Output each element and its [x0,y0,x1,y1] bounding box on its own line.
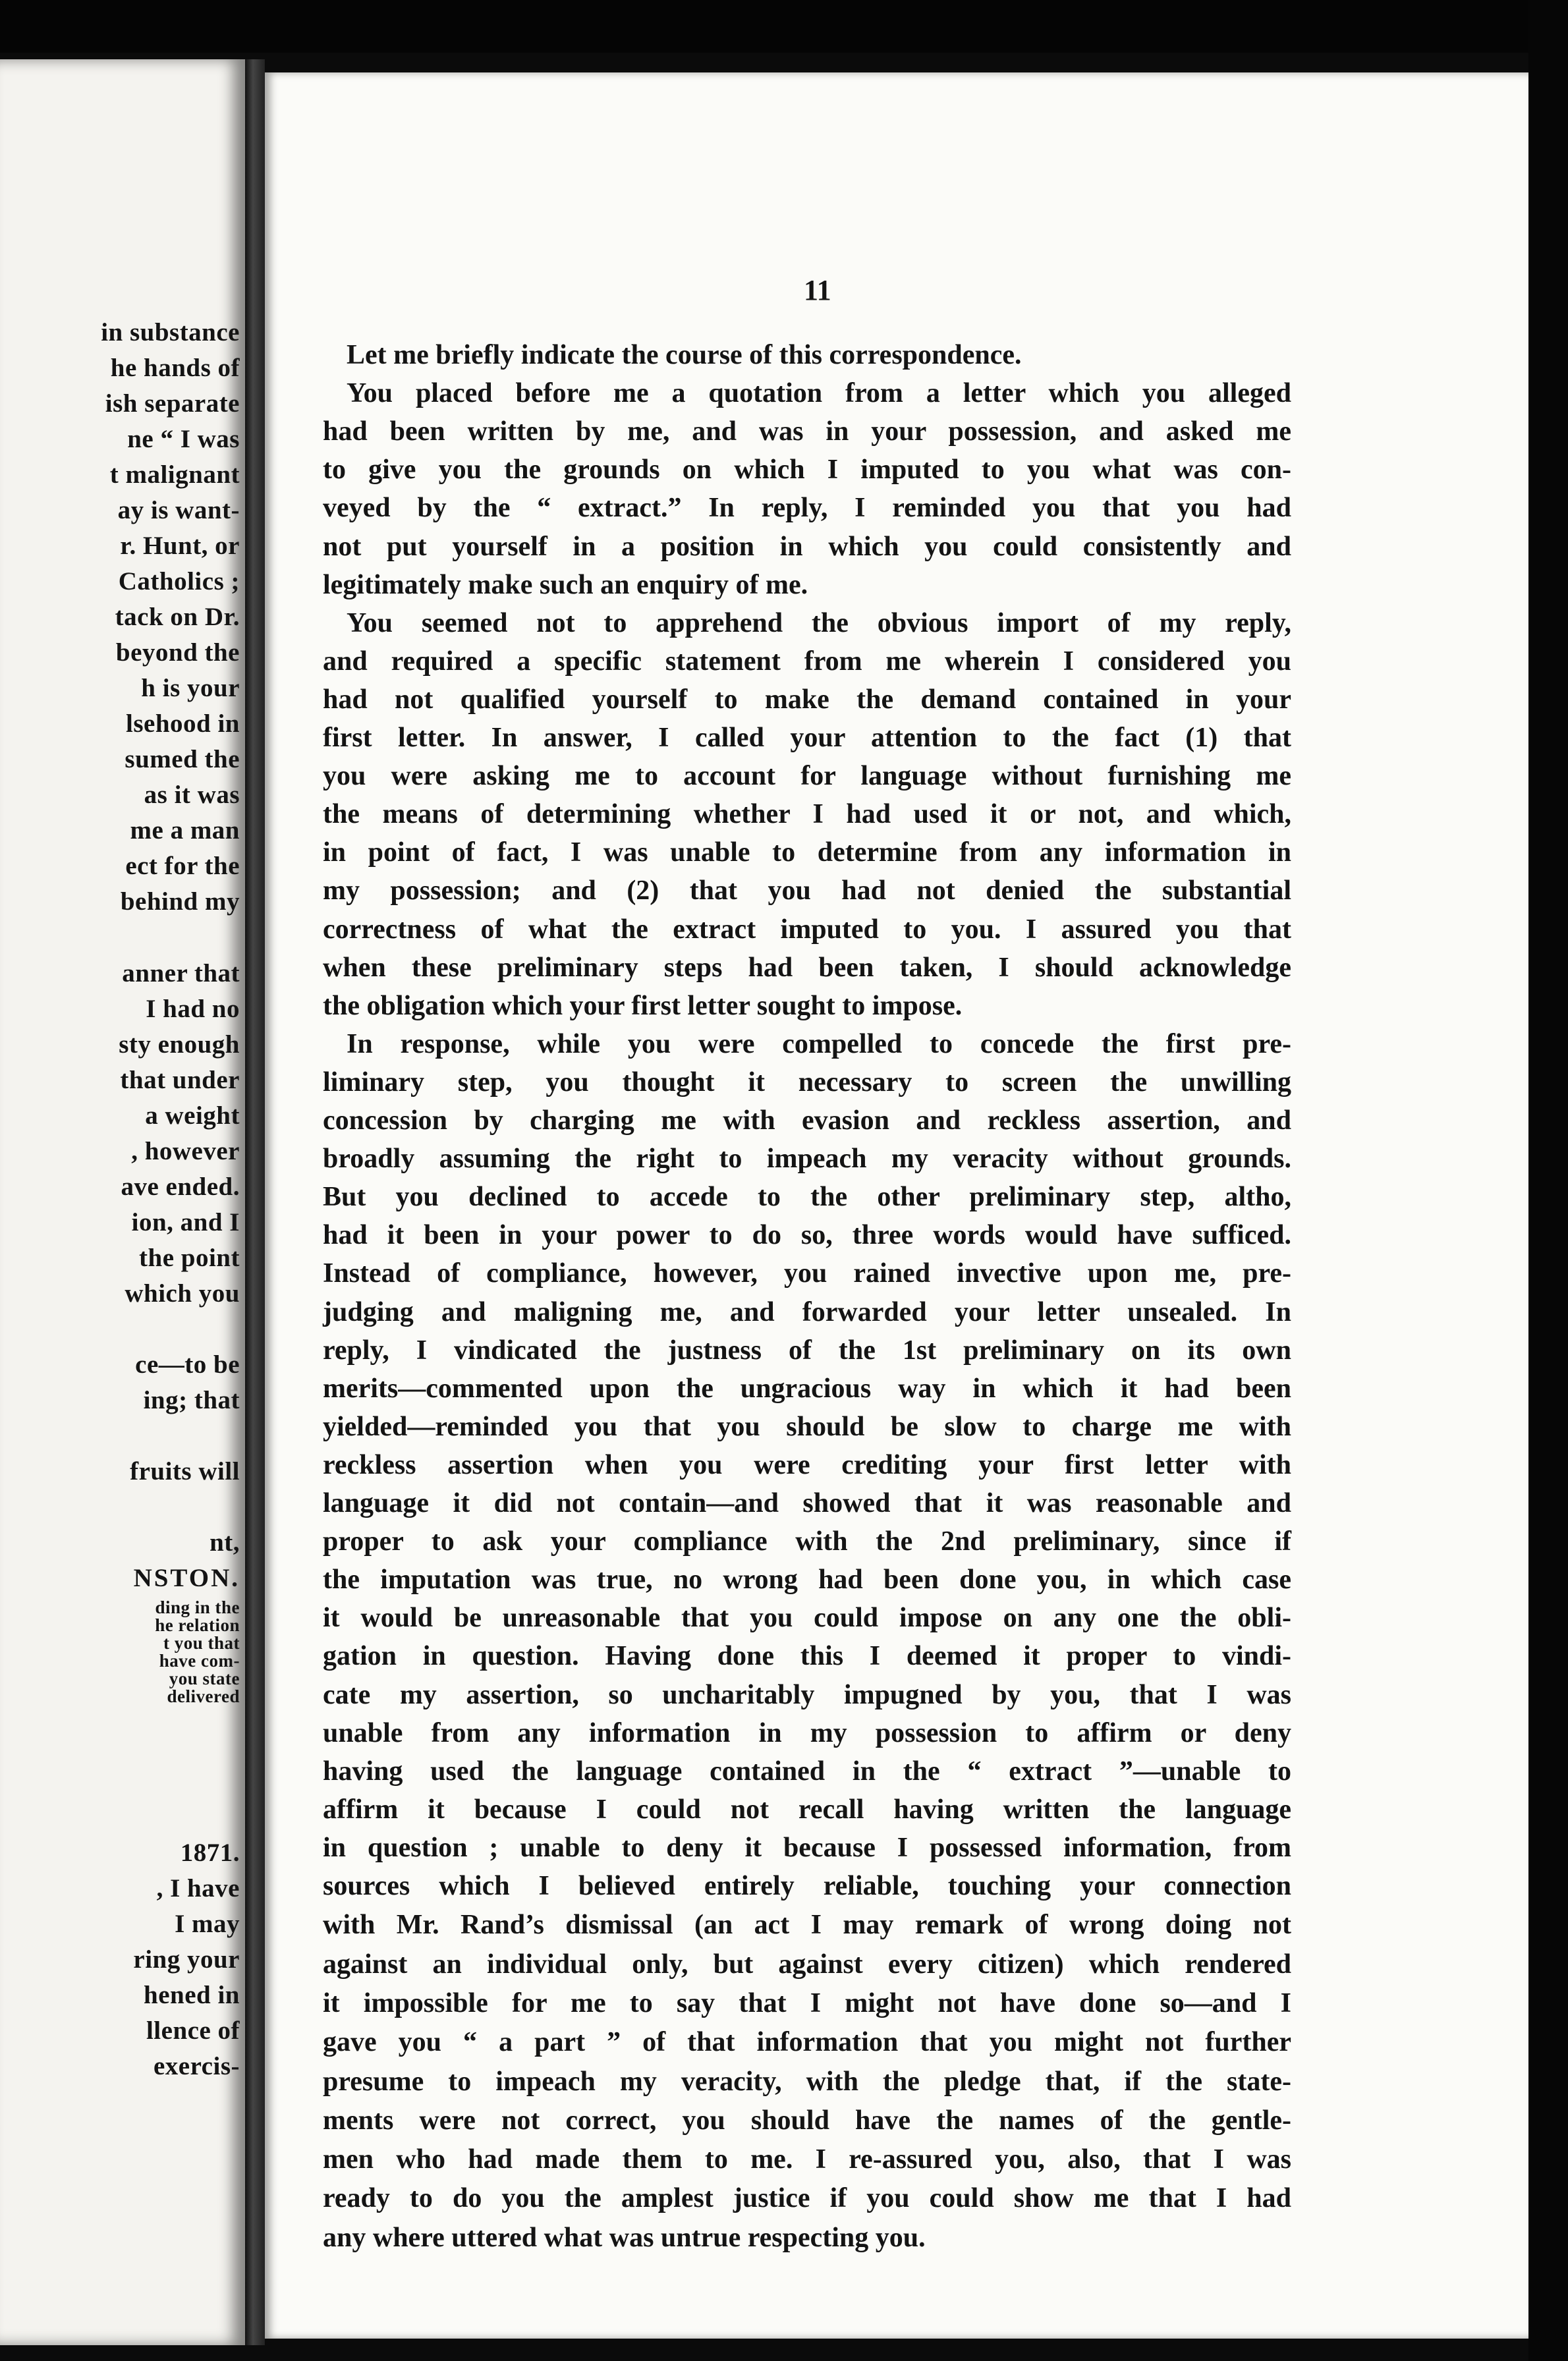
left-page-fragment: Catholics ; [118,567,240,596]
text-line: gation in question. Having done this I deemed it proper to vindi- [323,1641,1291,1671]
left-page-fragment: ce—to be [135,1350,240,1379]
text-line: correctness of what the extract imputed to you. I assured you that [323,914,1291,945]
scan-background-top [0,0,1568,53]
text-line: my possession; and (2) that you had not denied the substantial [323,875,1291,906]
left-page-fragment: he hands of [110,354,240,382]
left-page-fragment: me a man [130,816,240,845]
text-line: ments were not correct, you should have the names of the gentle- [323,2105,1291,2136]
left-page-fragment: t you that [163,1633,240,1653]
book-gutter [245,59,265,2345]
text-line: in point of fact, I was unable to determine from any information in [323,837,1291,868]
text-line: legitimately make such an enquiry of me. [323,570,808,600]
left-page-fragment: exercis- [153,2052,240,2080]
left-page-fragment: I may [175,1910,240,1938]
text-line: broadly assuming the right to impeach my veracity without grounds. [323,1144,1291,1174]
text-line: having used the language contained in the “ extract ”—unable to [323,1756,1291,1787]
text-line: cate my assertion, so uncharitably impugned by you, that I was [323,1680,1291,1710]
left-page-fragment: tack on Dr. [115,603,240,631]
left-page-fragment: hened in [144,1981,240,2009]
left-page-fragment: r. Hunt, or [120,532,240,560]
left-page-fragment: ing; that [143,1386,240,1414]
text-line: concession by charging me with evasion and reckless assertion, and [323,1105,1291,1136]
left-page-fragment: in substance [101,318,240,347]
text-line: the obligation which your first letter sought to impose. [323,991,963,1021]
left-page-fragment: have com- [159,1651,240,1671]
text-line: yielded—reminded you that you should be slow to charge me with [323,1412,1291,1442]
left-page-fragment: , however [131,1137,240,1165]
left-page-fragment: lsehood in [126,709,240,738]
text-line: Instead of compliance, however, you rained invective upon me, pre- [323,1258,1291,1289]
text-line: it impossible for me to say that I might not have done so—and I [323,1988,1291,2018]
text-line: presume to impeach my veracity, with the pledge that, if the state- [323,2067,1291,2097]
text-line: with Mr. Rand’s dismissal (an act I may remark of wrong doing not [323,1910,1291,1940]
text-line: to give you the grounds on which I imputed to you what was con- [323,455,1291,485]
left-page-fragment: h is your [141,674,240,702]
left-page-fragment: nt, [210,1528,240,1557]
left-page-fragment: NSTON. [133,1564,240,1592]
text-line: ready to do you the amplest justice if you could show me that I had [323,2183,1291,2213]
text-line: proper to ask your compliance with the 2nd preliminary, since if [323,1526,1291,1557]
text-line: when these preliminary steps had been taken, I should acknowledge [323,953,1291,983]
text-line: sources which I believed entirely reliable, touching your connection [323,1871,1291,1901]
left-page-fragment: ave ended. [121,1173,240,1201]
scan-background-right [1528,0,1568,2361]
left-page-fragment: ion, and I [131,1208,240,1236]
text-line: affirm it because I could not recall having written the language [323,1794,1291,1825]
text-line: You seemed not to apprehend the obvious import of my reply, [347,608,1291,638]
text-line: had been written by me, and was in your possession, and asked me [323,416,1291,447]
left-page-fragment: behind my [120,887,240,916]
left-page-fragment: that under [120,1066,240,1094]
left-page-fragment: , I have [156,1874,240,1903]
text-line: men who had made them to me. I re-assured you, also, that I was [323,2144,1291,2175]
left-page-fragment: beyond the [115,638,240,667]
text-line: Let me briefly indicate the course of this correspondence. [347,340,1022,370]
left-page-fragment: as it was [144,781,240,809]
text-line: and required a specific statement from me wherein I considered you [323,646,1291,677]
text-line: any where uttered what was untrue respecting you. [323,2223,926,2253]
left-page-fragment: fruits will [130,1457,240,1486]
left-page-fragment: llence of [146,2016,240,2045]
left-page-fragment: sumed the [125,745,240,773]
text-line: the imputation was true, no wrong had been done you, in which case [323,1565,1291,1595]
text-line: reply, I vindicated the justness of the 1st preliminary on its own [323,1335,1291,1366]
text-line: against an individual only, but against every citizen) which rendered [323,1949,1291,1980]
text-line: the means of determining whether I had used it or not, and which, [323,799,1291,829]
text-line: it would be unreasonable that you could impose on any one the obli- [323,1603,1291,1633]
text-line: not put yourself in a position in which you could consistently and [323,532,1291,562]
left-page-fragment: ay is want- [117,496,240,524]
left-page-fragment: which you [125,1279,240,1308]
left-page-fragment: delivered [167,1686,240,1706]
left-page-fragment: ring your [133,1945,240,1974]
left-page [0,59,245,2345]
text-line: In response, while you were compelled to concede the first pre- [347,1029,1291,1059]
text-line: had not qualified yourself to make the demand contained in your [323,684,1291,715]
left-page-fragment: t malignant [109,460,240,489]
text-line: had it been in your power to do so, three words would have sufficed. [323,1220,1291,1250]
text-line: merits—commented upon the ungracious way in which it had been [323,1374,1291,1404]
left-page-fragment: a weight [145,1101,240,1130]
left-page-fragment: the point [139,1244,240,1272]
text-line: But you declined to accede to the other preliminary step, altho, [323,1182,1291,1212]
left-page-fragment: he relation [155,1615,240,1635]
text-line: in question ; unable to deny it because I possessed information, from [323,1833,1291,1863]
text-line: gave you “ a part ” of that information that you might not further [323,2027,1291,2057]
text-line: You placed before me a quotation from a letter which you alleged [347,378,1291,408]
left-page-fragment: sty enough [119,1030,240,1059]
text-line: you were asking me to account for language without furnishing me [323,761,1291,791]
left-page-fragment: 1871. [180,1839,240,1867]
text-line: language it did not contain—and showed that it was reasonable and [323,1488,1291,1518]
left-page-fragment: anner that [122,959,240,987]
left-page-fragment: I had no [146,995,240,1023]
left-page-fragment: ish separate [105,389,240,418]
left-page-fragment: ding in the [155,1597,240,1617]
page-number: 11 [804,274,831,306]
text-line: judging and maligning me, and forwarded your letter unsealed. In [323,1297,1291,1327]
left-page-fragment: you state [169,1669,240,1688]
left-page-fragment: ect for the [125,852,240,880]
text-line: unable from any information in my possession to affirm or deny [323,1718,1291,1748]
text-line: first letter. In answer, I called your attention to the fact (1) that [323,723,1291,753]
text-line: veyed by the “ extract.” In reply, I reminded you that you had [323,493,1291,523]
text-line: reckless assertion when you were crediting your first letter with [323,1450,1291,1480]
left-page-fragment: ne “ I was [127,425,240,453]
text-line: liminary step, you thought it necessary to screen the unwilling [323,1067,1291,1097]
